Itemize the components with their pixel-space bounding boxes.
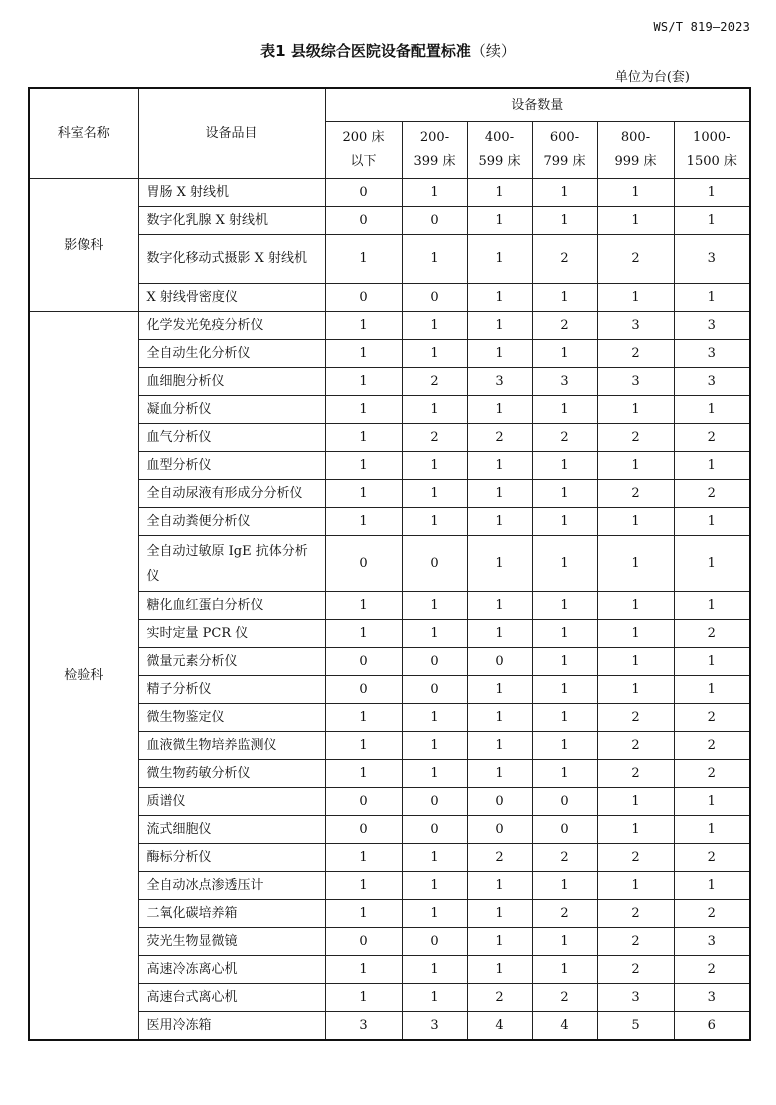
item-cell: 荧光生物显微镜 <box>138 928 325 956</box>
quantity-cell: 2 <box>402 424 467 452</box>
quantity-cell: 2 <box>597 900 674 928</box>
quantity-cell: 1 <box>674 788 750 816</box>
quantity-cell: 2 <box>674 760 750 788</box>
table-row <box>29 179 750 207</box>
quantity-cell: 0 <box>402 648 467 676</box>
item-cell: 流式细胞仪 <box>138 816 325 844</box>
quantity-cell: 2 <box>674 704 750 732</box>
quantity-cell: 0 <box>325 284 402 312</box>
quantity-cell: 0 <box>467 648 532 676</box>
quantity-cell: 1 <box>532 508 597 536</box>
header-bed-size-line: 以下 <box>350 154 377 169</box>
header-bed-size <box>467 122 532 179</box>
item-cell: 全自动粪便分析仪 <box>138 508 325 536</box>
table-row <box>29 928 750 956</box>
dept-cell: 检验科 <box>29 312 138 1041</box>
quantity-cell: 1 <box>597 816 674 844</box>
item-cell: 血细胞分析仪 <box>138 368 325 396</box>
quantity-cell: 1 <box>532 452 597 480</box>
quantity-cell: 3 <box>597 312 674 340</box>
header-bed-size <box>674 122 750 179</box>
quantity-cell: 2 <box>674 620 750 648</box>
item-cell: 微量元素分析仪 <box>138 648 325 676</box>
quantity-cell: 1 <box>467 508 532 536</box>
quantity-cell: 1 <box>597 788 674 816</box>
table-row <box>29 340 750 368</box>
item-cell: 全自动过敏原 IgE 抗体分析仪 <box>138 536 325 592</box>
item-cell: 微生物药敏分析仪 <box>138 760 325 788</box>
quantity-cell: 3 <box>467 368 532 396</box>
quantity-cell: 0 <box>402 788 467 816</box>
quantity-cell: 1 <box>402 956 467 984</box>
quantity-cell: 1 <box>325 760 402 788</box>
quantity-cell: 1 <box>532 480 597 508</box>
table-row <box>29 704 750 732</box>
quantity-cell: 1 <box>532 732 597 760</box>
quantity-cell: 0 <box>402 816 467 844</box>
table-row <box>29 844 750 872</box>
quantity-cell: 1 <box>402 732 467 760</box>
item-cell: 胃肠 X 射线机 <box>138 179 325 207</box>
table-row <box>29 424 750 452</box>
table-row <box>29 536 750 592</box>
table-title-main: 表1 县级综合医院设备配置标准 <box>260 42 471 60</box>
quantity-cell: 1 <box>325 620 402 648</box>
quantity-cell: 0 <box>325 676 402 704</box>
item-cell: 凝血分析仪 <box>138 396 325 424</box>
quantity-cell: 1 <box>532 592 597 620</box>
table-row <box>29 508 750 536</box>
quantity-cell: 3 <box>674 235 750 284</box>
quantity-cell: 2 <box>597 340 674 368</box>
quantity-cell: 1 <box>674 816 750 844</box>
header-bed-size-line: 799 床 <box>543 154 586 169</box>
item-cell: 血气分析仪 <box>138 424 325 452</box>
quantity-cell: 1 <box>467 207 532 235</box>
table-row <box>29 872 750 900</box>
quantity-cell: 3 <box>597 984 674 1012</box>
quantity-cell: 1 <box>597 620 674 648</box>
quantity-cell: 0 <box>325 179 402 207</box>
quantity-cell: 1 <box>325 732 402 760</box>
item-cell: 血液微生物培养监测仪 <box>138 732 325 760</box>
quantity-cell: 1 <box>467 452 532 480</box>
quantity-cell: 1 <box>467 704 532 732</box>
header-bed-size <box>532 122 597 179</box>
quantity-cell: 3 <box>532 368 597 396</box>
quantity-cell: 1 <box>674 179 750 207</box>
quantity-cell: 1 <box>325 956 402 984</box>
quantity-cell: 1 <box>325 340 402 368</box>
header-bed-size-line: 1500 床 <box>686 154 737 169</box>
item-cell: 糖化血红蛋白分析仪 <box>138 592 325 620</box>
table-row <box>29 760 750 788</box>
quantity-cell: 1 <box>402 872 467 900</box>
table-row <box>29 1012 750 1041</box>
quantity-cell: 1 <box>597 508 674 536</box>
quantity-cell: 1 <box>467 872 532 900</box>
quantity-cell: 1 <box>467 956 532 984</box>
item-cell: 医用冷冻箱 <box>138 1012 325 1041</box>
quantity-cell: 1 <box>674 592 750 620</box>
quantity-cell: 0 <box>532 816 597 844</box>
quantity-cell: 1 <box>467 480 532 508</box>
quantity-cell: 1 <box>402 179 467 207</box>
quantity-cell: 1 <box>532 956 597 984</box>
header-bed-size <box>325 122 402 179</box>
quantity-cell: 1 <box>467 179 532 207</box>
quantity-cell: 1 <box>674 676 750 704</box>
quantity-cell: 0 <box>402 676 467 704</box>
quantity-cell: 1 <box>532 872 597 900</box>
quantity-cell: 3 <box>402 1012 467 1041</box>
quantity-cell: 2 <box>532 984 597 1012</box>
quantity-cell: 1 <box>402 396 467 424</box>
quantity-cell: 2 <box>532 312 597 340</box>
quantity-cell: 1 <box>597 872 674 900</box>
quantity-cell: 2 <box>532 844 597 872</box>
quantity-cell: 1 <box>597 396 674 424</box>
header-bed-size-line: 999 床 <box>614 154 657 169</box>
quantity-cell: 1 <box>325 480 402 508</box>
table-row <box>29 900 750 928</box>
quantity-cell: 1 <box>532 648 597 676</box>
item-cell: 高速台式离心机 <box>138 984 325 1012</box>
quantity-cell: 1 <box>597 207 674 235</box>
quantity-cell: 3 <box>674 312 750 340</box>
quantity-cell: 2 <box>597 844 674 872</box>
quantity-cell: 1 <box>532 704 597 732</box>
quantity-cell: 2 <box>597 956 674 984</box>
quantity-cell: 1 <box>532 179 597 207</box>
quantity-cell: 1 <box>674 508 750 536</box>
quantity-cell: 2 <box>402 368 467 396</box>
table-row <box>29 452 750 480</box>
item-cell: 血型分析仪 <box>138 452 325 480</box>
item-cell: 酶标分析仪 <box>138 844 325 872</box>
quantity-cell: 1 <box>325 452 402 480</box>
table-row <box>29 592 750 620</box>
equipment-table <box>28 87 751 1041</box>
quantity-cell: 1 <box>325 844 402 872</box>
quantity-cell: 0 <box>325 816 402 844</box>
quantity-cell: 1 <box>532 928 597 956</box>
quantity-cell: 1 <box>325 984 402 1012</box>
quantity-cell: 4 <box>532 1012 597 1041</box>
quantity-cell: 1 <box>402 900 467 928</box>
quantity-cell: 1 <box>532 396 597 424</box>
quantity-cell: 3 <box>597 368 674 396</box>
quantity-cell: 1 <box>402 620 467 648</box>
quantity-cell: 1 <box>402 508 467 536</box>
quantity-cell: 2 <box>597 480 674 508</box>
quantity-cell: 0 <box>402 207 467 235</box>
item-cell: 化学发光免疫分析仪 <box>138 312 325 340</box>
quantity-cell: 2 <box>597 732 674 760</box>
unit-note: 单位为台(套) <box>614 70 690 85</box>
quantity-cell: 1 <box>467 900 532 928</box>
quantity-cell: 1 <box>467 676 532 704</box>
quantity-cell: 1 <box>532 676 597 704</box>
quantity-cell: 0 <box>325 648 402 676</box>
quantity-cell: 2 <box>597 235 674 284</box>
header-bed-size-line: 600- <box>549 130 580 145</box>
quantity-cell: 1 <box>597 676 674 704</box>
quantity-cell: 2 <box>467 984 532 1012</box>
table-row <box>29 984 750 1012</box>
quantity-cell: 1 <box>674 284 750 312</box>
quantity-cell: 0 <box>325 928 402 956</box>
quantity-cell: 1 <box>402 452 467 480</box>
quantity-cell: 2 <box>532 235 597 284</box>
quantity-cell: 2 <box>674 900 750 928</box>
quantity-cell: 2 <box>597 424 674 452</box>
item-cell: 精子分析仪 <box>138 676 325 704</box>
quantity-cell: 2 <box>532 424 597 452</box>
quantity-cell: 1 <box>674 872 750 900</box>
quantity-cell: 1 <box>402 312 467 340</box>
quantity-cell: 0 <box>532 788 597 816</box>
table-row <box>29 480 750 508</box>
quantity-cell: 3 <box>674 368 750 396</box>
header-bed-size-line: 200- <box>419 130 450 145</box>
header-bed-size <box>402 122 467 179</box>
quantity-cell: 1 <box>325 396 402 424</box>
quantity-cell: 3 <box>325 1012 402 1041</box>
quantity-cell: 2 <box>674 424 750 452</box>
quantity-cell: 1 <box>467 732 532 760</box>
header-bed-size <box>597 122 674 179</box>
item-cell: 二氧化碳培养箱 <box>138 900 325 928</box>
quantity-cell: 1 <box>597 284 674 312</box>
quantity-cell: 0 <box>325 788 402 816</box>
item-cell: X 射线骨密度仪 <box>138 284 325 312</box>
quantity-cell: 1 <box>674 396 750 424</box>
quantity-cell: 0 <box>325 207 402 235</box>
quantity-cell: 1 <box>597 179 674 207</box>
quantity-cell: 1 <box>325 900 402 928</box>
quantity-cell: 1 <box>402 592 467 620</box>
quantity-cell: 1 <box>402 235 467 284</box>
quantity-cell: 3 <box>674 340 750 368</box>
header-bed-size-line: 800- <box>620 130 651 145</box>
quantity-cell: 1 <box>467 396 532 424</box>
table-row <box>29 620 750 648</box>
item-cell: 实时定量 PCR 仪 <box>138 620 325 648</box>
quantity-cell: 1 <box>325 235 402 284</box>
quantity-cell: 3 <box>674 984 750 1012</box>
quantity-cell: 1 <box>402 760 467 788</box>
quantity-cell: 1 <box>467 620 532 648</box>
quantity-cell: 1 <box>402 340 467 368</box>
quantity-cell: 1 <box>674 536 750 592</box>
header-quantity: 设备数量 <box>325 88 750 122</box>
item-cell: 数字化乳腺 X 射线机 <box>138 207 325 235</box>
dept-cell: 影像科 <box>29 179 138 312</box>
quantity-cell: 2 <box>674 844 750 872</box>
quantity-cell: 1 <box>467 235 532 284</box>
quantity-cell: 2 <box>597 928 674 956</box>
quantity-cell: 1 <box>674 452 750 480</box>
table-row <box>29 312 750 340</box>
quantity-cell: 1 <box>467 592 532 620</box>
quantity-cell: 2 <box>674 956 750 984</box>
table-row <box>29 284 750 312</box>
item-cell: 微生物鉴定仪 <box>138 704 325 732</box>
table-row <box>29 396 750 424</box>
quantity-cell: 0 <box>467 816 532 844</box>
header-dept: 科室名称 <box>29 88 138 179</box>
quantity-cell: 1 <box>325 592 402 620</box>
quantity-cell: 1 <box>597 592 674 620</box>
quantity-cell: 2 <box>467 424 532 452</box>
quantity-cell: 1 <box>597 536 674 592</box>
table-row <box>29 816 750 844</box>
table-row <box>29 235 750 284</box>
quantity-cell: 1 <box>325 312 402 340</box>
quantity-cell: 1 <box>532 536 597 592</box>
quantity-cell: 1 <box>325 368 402 396</box>
header-bed-size-line: 200 床 <box>342 130 385 145</box>
quantity-cell: 1 <box>532 284 597 312</box>
quantity-cell: 2 <box>467 844 532 872</box>
table-row <box>29 368 750 396</box>
table-row <box>29 956 750 984</box>
standard-code: WS/T 819—2023 <box>653 20 750 34</box>
header-bed-size-line: 399 床 <box>413 154 456 169</box>
quantity-cell: 1 <box>597 452 674 480</box>
quantity-cell: 1 <box>467 760 532 788</box>
header-bed-size-line: 400- <box>484 130 515 145</box>
quantity-cell: 1 <box>467 928 532 956</box>
quantity-cell: 1 <box>402 984 467 1012</box>
header-bed-size-line: 1000- <box>693 130 731 145</box>
quantity-cell: 1 <box>532 620 597 648</box>
quantity-cell: 0 <box>325 536 402 592</box>
quantity-cell: 1 <box>325 424 402 452</box>
item-cell: 质谱仪 <box>138 788 325 816</box>
table-row <box>29 648 750 676</box>
quantity-cell: 1 <box>402 844 467 872</box>
quantity-cell: 0 <box>467 788 532 816</box>
quantity-cell: 1 <box>467 536 532 592</box>
quantity-cell: 0 <box>402 284 467 312</box>
quantity-cell: 2 <box>532 900 597 928</box>
quantity-cell: 1 <box>467 312 532 340</box>
table-row <box>29 732 750 760</box>
item-cell: 数字化移动式摄影 X 射线机 <box>138 235 325 284</box>
quantity-cell: 1 <box>402 480 467 508</box>
item-cell: 全自动冰点渗透压计 <box>138 872 325 900</box>
quantity-cell: 5 <box>597 1012 674 1041</box>
table-title-continued: （续） <box>470 42 516 60</box>
quantity-cell: 2 <box>597 704 674 732</box>
quantity-cell: 1 <box>532 760 597 788</box>
header-bed-size-line: 599 床 <box>478 154 521 169</box>
quantity-cell: 1 <box>325 872 402 900</box>
quantity-cell: 1 <box>325 704 402 732</box>
item-cell: 高速冷冻离心机 <box>138 956 325 984</box>
quantity-cell: 2 <box>597 760 674 788</box>
quantity-cell: 6 <box>674 1012 750 1041</box>
quantity-cell: 2 <box>674 732 750 760</box>
quantity-cell: 0 <box>402 928 467 956</box>
quantity-cell: 1 <box>467 340 532 368</box>
quantity-cell: 3 <box>674 928 750 956</box>
quantity-cell: 4 <box>467 1012 532 1041</box>
quantity-cell: 1 <box>467 284 532 312</box>
quantity-cell: 1 <box>674 207 750 235</box>
quantity-cell: 0 <box>402 536 467 592</box>
table-row <box>29 207 750 235</box>
quantity-cell: 1 <box>532 340 597 368</box>
header-item: 设备品目 <box>138 88 325 179</box>
quantity-cell: 2 <box>674 480 750 508</box>
quantity-cell: 1 <box>532 207 597 235</box>
quantity-cell: 1 <box>402 704 467 732</box>
table-row <box>29 676 750 704</box>
quantity-cell: 1 <box>674 648 750 676</box>
quantity-cell: 1 <box>597 648 674 676</box>
item-cell: 全自动生化分析仪 <box>138 340 325 368</box>
item-cell: 全自动尿液有形成分分析仪 <box>138 480 325 508</box>
quantity-cell: 1 <box>325 508 402 536</box>
table-title <box>0 40 776 61</box>
table-row <box>29 788 750 816</box>
